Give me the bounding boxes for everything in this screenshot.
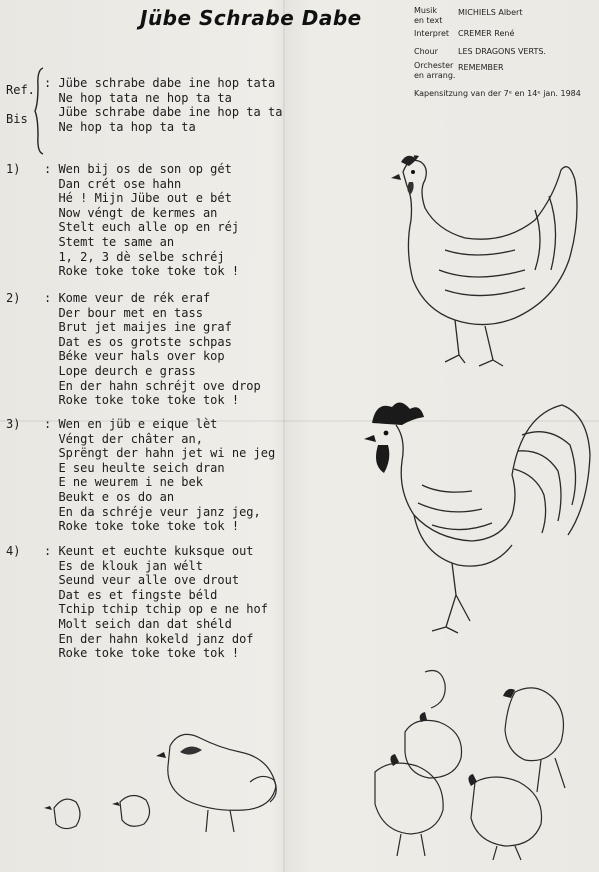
chickens-group-illustration-icon — [365, 662, 585, 862]
verse-lines — [44, 544, 268, 661]
verse-line: Sprëngt der hahn jet wi ne jeg — [44, 446, 276, 461]
credit-interpret-value: CREMER René — [458, 29, 515, 38]
verse-line: Roke toke toke toke tok ! — [44, 519, 240, 534]
credit-musik-value: MICHIELS Albert — [458, 8, 523, 17]
verse-line: Molt seich dan dat shéld — [44, 616, 232, 631]
verse-line: Véngt der châter an, — [44, 431, 203, 446]
verse-line: Lope deurch e grass — [44, 363, 196, 378]
credit-interpret-label: Interpret — [414, 29, 450, 38]
verse-line: : Kome veur de rék eraf — [44, 291, 211, 305]
verse-line: Hé ! Mijn Jübe out e bét — [44, 191, 232, 206]
verse-line: E ne weurem i ne bek — [44, 475, 203, 490]
rooster-illustration-icon — [362, 395, 592, 635]
verse-line: : Wen en jüb e eique lèt — [44, 417, 218, 431]
credit-chour-value: LES DRAGONS VERTS. — [458, 47, 546, 56]
credits-block — [414, 6, 594, 99]
verse-line: Dat es os grotste schpas — [44, 334, 232, 349]
verse-line: Stelt euch alle op en réj — [44, 220, 240, 235]
verse-line: E seu heulte seich dran — [44, 460, 225, 475]
verse-line: En der hahn kokeld janz dof — [44, 631, 254, 646]
verse-line: Seund veur alle ove drout — [44, 573, 240, 588]
verse-line: Roke toke toke toke tok ! — [44, 646, 240, 661]
refrain-line: Ne hop ta hop ta ta — [44, 119, 196, 134]
verse-number: 3) — [6, 417, 21, 431]
verse-number: 4) — [6, 544, 21, 558]
verse-line: Brut jet maijes ine graf — [44, 320, 232, 335]
verse-line: Roke toke toke toke tok ! — [44, 264, 240, 279]
verse-line: : Keunt et euchte kuksque out — [44, 544, 254, 558]
refrain-line: : Jübe schrabe dabe ine hop tata — [44, 76, 276, 90]
verse-lines — [44, 162, 239, 279]
credit-chour — [414, 47, 594, 57]
verse-line: En der hahn schréjt ove drop — [44, 378, 261, 393]
event-note: Kapensitzung van der 7ᵉ en 14ᵉ jan. 1984 — [414, 89, 581, 98]
credit-orchester-label: Orchester en arrang. — [414, 61, 456, 80]
verse-line: Roke toke toke toke tok ! — [44, 393, 240, 408]
credit-musik-label: Musik en text — [414, 6, 443, 25]
verse-lines — [44, 417, 275, 534]
verse-line: 1, 2, 3 dè selbe schréj — [44, 249, 225, 264]
verse-line: Der bour met en tass — [44, 305, 203, 320]
verse-line: En da schréje veur janz jeg, — [44, 504, 261, 519]
refrain-lines — [44, 76, 282, 134]
verse-line: Es de klouk jan wélt — [44, 558, 203, 573]
verse-lines — [44, 291, 261, 408]
refrain-labels — [6, 76, 35, 134]
credit-interpret — [414, 29, 594, 39]
verse-number: 2) — [6, 291, 21, 305]
verse-number: 1) — [6, 162, 21, 176]
verse-line: : Wen bij os de son op gét — [44, 162, 232, 176]
hen-illustration-icon — [385, 150, 585, 375]
refrain-line: Ne hop tata ne hop ta ta — [44, 90, 232, 105]
credit-chour-label: Chour — [414, 47, 438, 56]
verse-line: Dat es et fingste béld — [44, 587, 218, 602]
verse-line: Béke veur hals over kop — [44, 349, 225, 364]
credit-orchester-value: REMEMBER — [458, 63, 504, 72]
credit-orchester — [414, 61, 594, 81]
hen-with-chicks-illustration-icon — [40, 722, 290, 854]
credit-musik — [414, 6, 594, 26]
verse-line: Stemt te same an — [44, 234, 175, 249]
song-title: Jübe Schrabe Dabe — [140, 6, 362, 30]
verse-line: Now véngt de kermes an — [44, 205, 218, 220]
verse-line: Beukt e os do an — [44, 489, 175, 504]
verse-line: Tchip tchip tchip op e ne hof — [44, 602, 268, 617]
verse-line: Dan crét ose hahn — [44, 176, 182, 191]
refrain-line: Jübe schrabe dabe ine hop ta ta — [44, 105, 283, 120]
refrain-label: Ref. — [6, 83, 35, 97]
bis-label: Bis — [6, 112, 28, 126]
